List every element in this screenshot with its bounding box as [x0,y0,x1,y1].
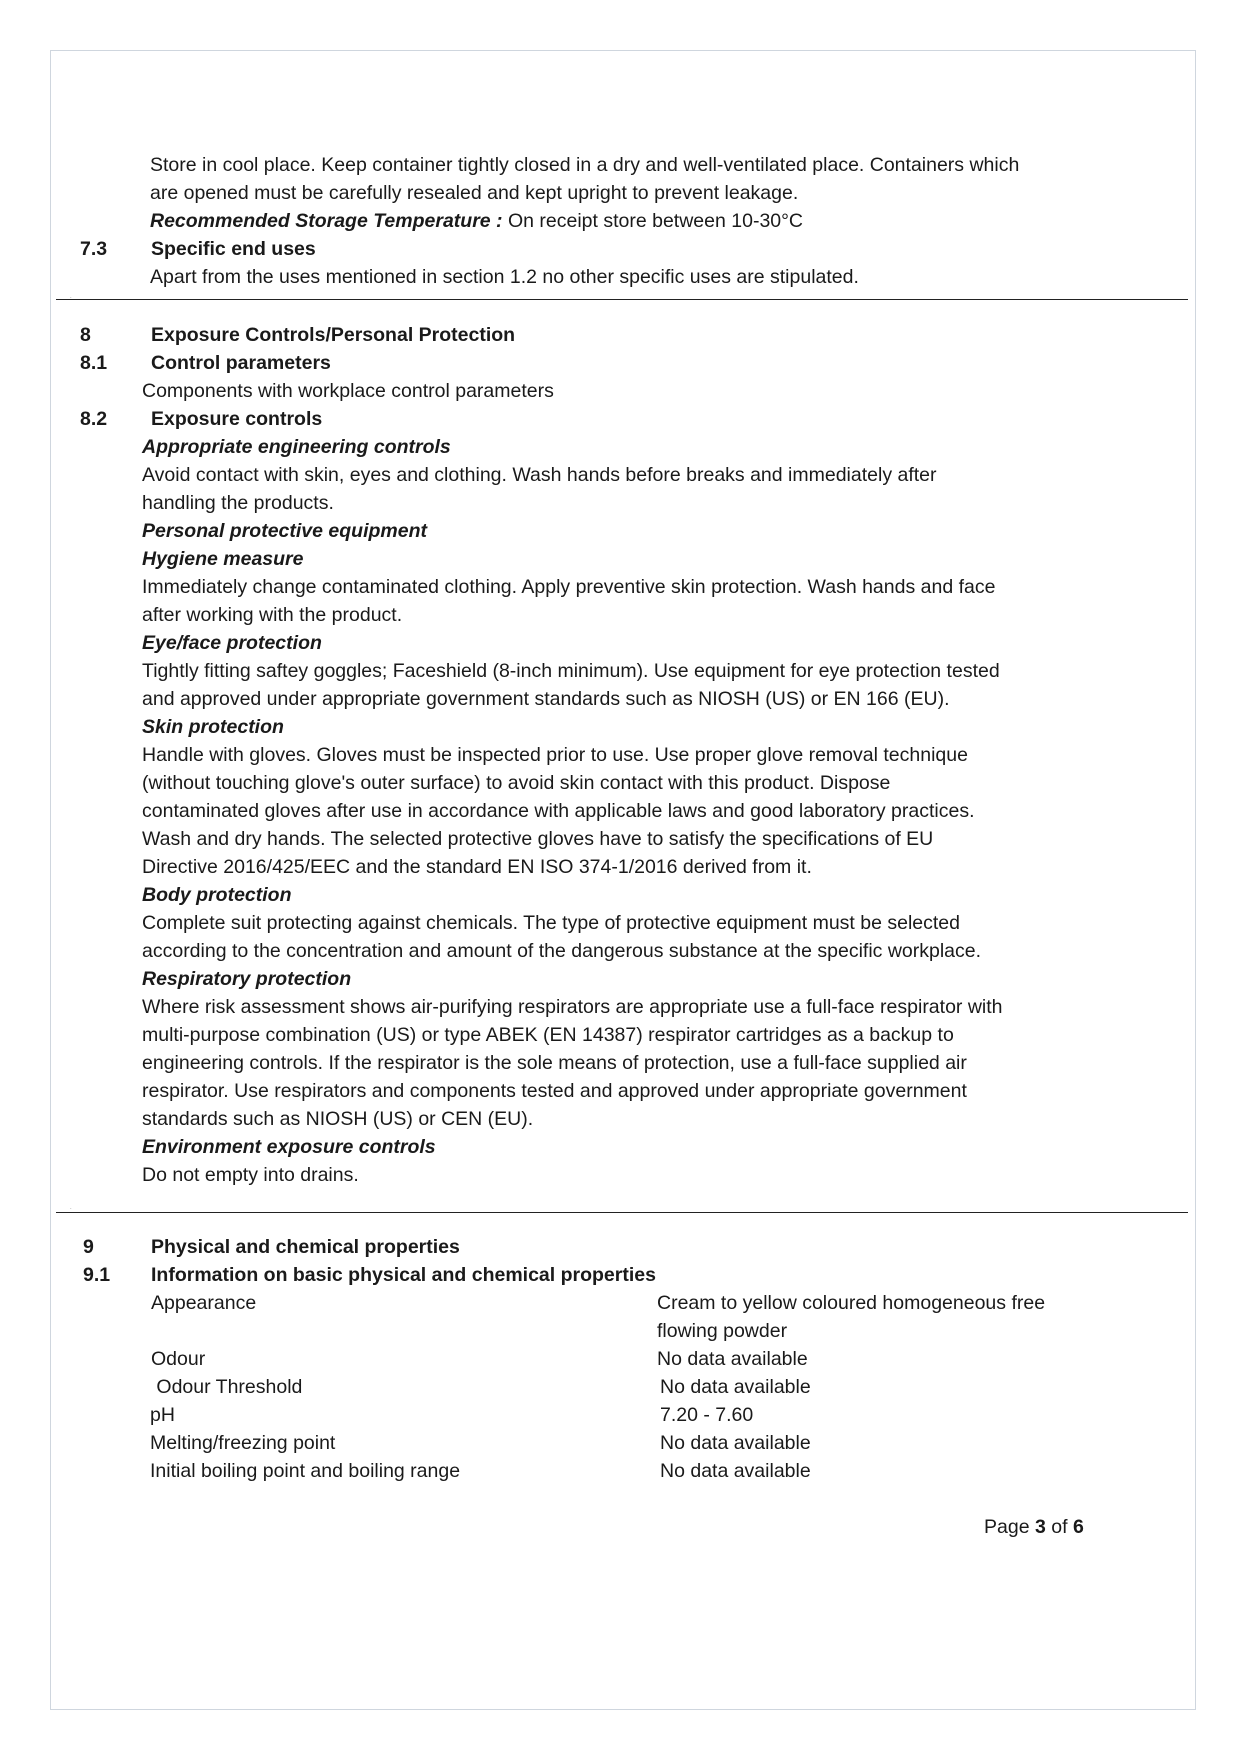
section-number: 9.1 [83,1264,111,1286]
topic-heading: Eye/face protection [142,632,322,654]
property-label: Initial boiling point and boiling range [150,1460,461,1482]
storage-temperature-label: Recommended Storage Temperature : [150,210,503,232]
property-value: Cream to yellow coloured homogeneous free [657,1292,1046,1314]
property-value: No data available [657,1348,808,1370]
property-label: Appearance [151,1292,257,1314]
storage-text-line: are opened must be carefully resealed and kept upright to prevent leakage. [150,182,799,204]
storage-temperature [150,207,803,235]
topic-heading: Body protection [142,884,292,906]
topic-text-line: Where risk assessment shows air-purifying respirators are appropriate use a full-face respirator with [142,996,1003,1018]
section-heading: Physical and chemical properties [151,1236,460,1258]
section-number: 8.2 [80,408,108,430]
topic-heading: Respiratory protection [142,968,352,990]
total-pages: 6 [1072,1516,1084,1538]
topic-text-line: contaminated gloves after use in accordance with applicable laws and good laboratory practices. [142,800,975,822]
section-divider [56,1212,1188,1213]
topic-text-line: standards such as NIOSH (US) or CEN (EU). [142,1108,534,1130]
topic-text-line: Complete suit protecting against chemicals. The type of protective equipment must be selected [142,912,960,934]
divider-mark: . [70,1205,72,1211]
property-label: pH [150,1404,175,1426]
topic-text-line: multi-purpose combination (US) or type ABEK (EN 14387) respirator cartridges as a backup to [142,1024,954,1046]
property-label: Odour [151,1348,206,1370]
property-value: flowing powder [657,1320,788,1342]
section-number: 8 [80,324,91,346]
property-value: No data available [660,1432,811,1454]
topic-text-line: and approved under appropriate government standards such as NIOSH (US) or EN 166 (EU). [142,688,950,710]
section-number: 7.3 [80,238,108,260]
topic-text-line: Wash and dry hands. The selected protective gloves have to satisfy the specifications of EU [142,828,934,850]
section-heading: Specific end uses [151,238,316,260]
property-label: Odour Threshold [151,1376,303,1398]
section-divider [56,299,1188,300]
topic-heading: Hygiene measure [142,548,304,570]
section-text: Apart from the uses mentioned in section 1.2 no other specific uses are stipulated. [150,266,859,288]
page-number [984,1513,1084,1541]
storage-temperature-value: On receipt store between 10-30°C [507,210,804,232]
topic-heading: Skin protection [142,716,284,738]
section-number: 9 [83,1236,94,1258]
topic-text-line: (without touching glove's outer surface) to avoid skin contact with this product. Dispose [142,772,891,794]
topic-text-line: according to the concentration and amount of the dangerous substance at the specific workplace. [142,940,982,962]
of-word: of [1045,1516,1073,1538]
topic-heading: Environment exposure controls [142,1136,436,1158]
subsection-heading: Information on basic physical and chemical properties [151,1264,656,1286]
topic-text-line: respirator. Use respirators and components tested and approved under appropriate government [142,1080,967,1102]
subsection-heading: Exposure controls [151,408,323,430]
divider-mark: . [70,294,72,300]
property-value: No data available [660,1376,811,1398]
topic-text-line: after working with the product. [142,604,403,626]
topic-text-line: Directive 2016/425/EEC and the standard EN ISO 374-1/2016 derived from it. [142,856,812,878]
topic-text-line: Do not empty into drains. [142,1164,359,1186]
property-value: No data available [660,1460,811,1482]
topic-text-line: Tightly fitting saftey goggles; Faceshield (8-inch minimum). Use equipment for eye protection tested [142,660,1000,682]
current-page: 3 [1034,1516,1046,1538]
subsection-heading: Control parameters [151,352,331,374]
section-heading: Exposure Controls/Personal Protection [151,324,516,346]
storage-text-line: Store in cool place. Keep container tightly closed in a dry and well-ventilated place. Containers which [150,154,1020,176]
property-value: 7.20 - 7.60 [660,1404,754,1426]
section-number: 8.1 [80,352,108,374]
topic-text-line: Immediately change contaminated clothing. Apply preventive skin protection. Wash hands and face [142,576,996,598]
page-word: Page [984,1516,1035,1538]
topic-text-line: Handle with gloves. Gloves must be inspected prior to use. Use proper glove removal technique [142,744,968,766]
topic-heading: Appropriate engineering controls [142,436,451,458]
topic-text-line: Avoid contact with skin, eyes and clothing. Wash hands before breaks and immediately after [142,464,937,486]
section-text: Components with workplace control parameters [142,380,554,402]
topic-heading: Personal protective equipment [142,520,427,542]
topic-text-line: handling the products. [142,492,334,514]
property-label: Melting/freezing point [150,1432,336,1454]
topic-text-line: engineering controls. If the respirator is the sole means of protection, use a full-face supplied air [142,1052,967,1074]
